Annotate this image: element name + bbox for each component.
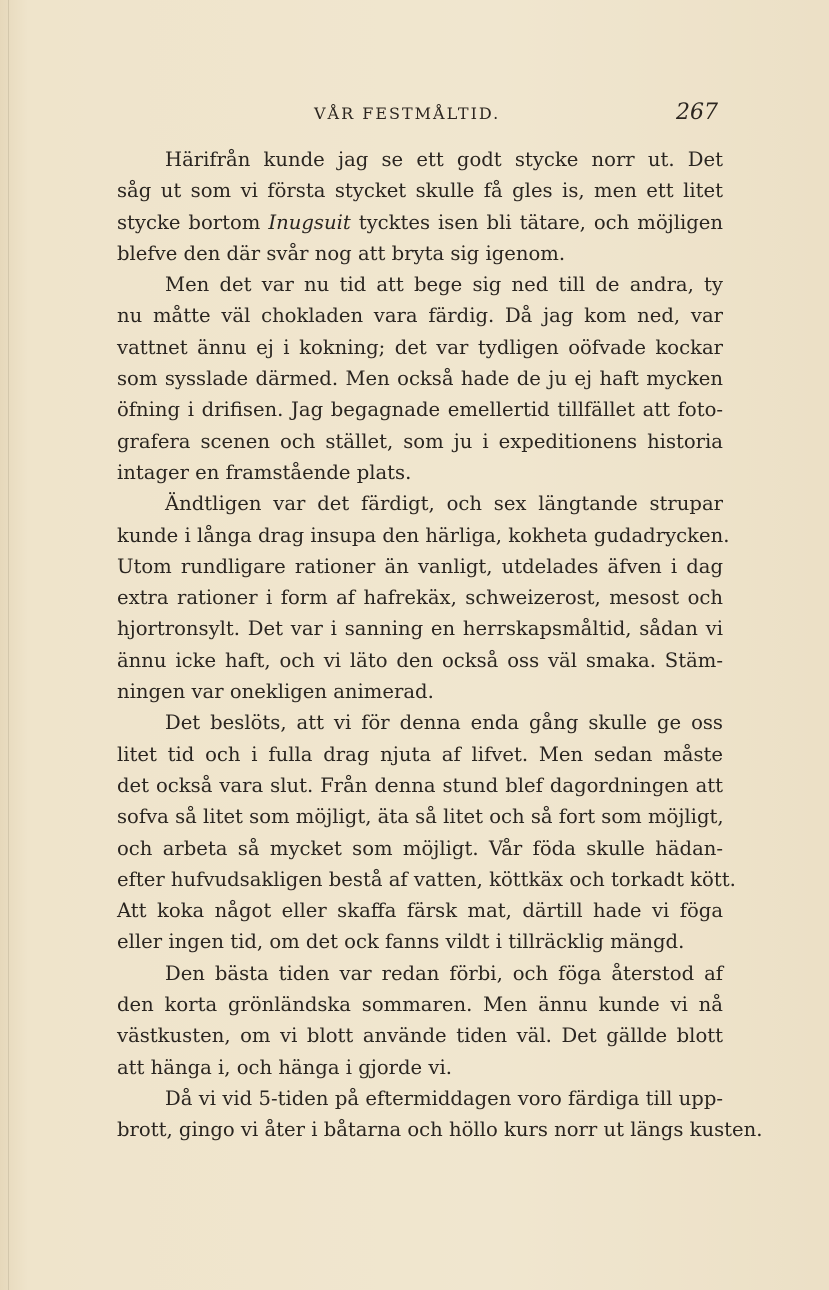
text-line: såg ut som vi första stycket skulle få gles is, men ett litet [117,179,723,203]
text-line: ningen var onekligen animerad. [117,680,434,704]
page-number: 267 [676,100,718,125]
paragraph [117,488,730,707]
text-line: blefve den där svår nog att bryta sig igenom. [117,241,566,265]
text-line: öfning i drifisen. Jag begagnade emellertid tillfället att foto- [117,398,723,422]
text-line: litet tid och i fulla drag njuta af lifvet. Men sedan måste [117,742,723,766]
text-line: det också vara slut. Från denna stund blef dagordningen att [117,773,723,797]
text-line: och arbeta så mycket som möjligt. Vår föda skulle hädan- [117,836,723,860]
text-line: grafera scenen och stället, som ju i expeditionens historia [117,429,723,453]
text-segment: stycke bortom [117,210,269,234]
text-line: Men det var nu tid att bege sig ned till de andra, ty [165,273,723,297]
text-line: hjortronsylt. Det var i sanning en herrskapsmåltid, sådan vi [117,617,723,641]
text-line: extra rationer i form af hafrekäx, schweizerost, mesost och [117,586,723,610]
paragraph [117,1083,763,1146]
text-line: eller ingen tid, om det ock fanns vildt i tillräcklig mängd. [117,930,685,954]
paragraph [117,958,723,1083]
text-line: Utom rundligare rationer än vanligt, utdelades äfven i dag [117,554,723,578]
text-line: att hänga i, och hänga i gjorde vi. [117,1055,452,1079]
text-line: Då vi vid 5-tiden på eftermiddagen voro färdiga till upp- [165,1086,723,1110]
text-line: som sysslade därmed. Men också hade de ju ej haft mycken [117,367,723,391]
text-line: Ändtligen var det färdigt, och sex längtande strupar [165,492,723,516]
text-segment: tycktes isen bli tätare, och möjligen [350,210,723,234]
text-line: vattnet ännu ej i kokning; det var tydligen oöfvade kockar [117,335,723,359]
text-line [117,207,723,238]
text-line: västkusten, om vi blott använde tiden väl. Det gällde blott [117,1024,723,1048]
paragraph [117,144,723,269]
place-name-italic: Inugsuit [268,210,351,234]
text-line: nu måtte väl chokladen vara färdig. Då jag kom ned, var [117,304,723,328]
running-head-title: VÅR FESTMÅLTID. [314,104,501,123]
paragraph [117,707,736,957]
text-line: efter hufvudsakligen bestå af vatten, köttkäx och torkadt kött. [117,867,736,891]
text-line: Den bästa tiden var redan förbi, och föga återstod af [165,961,723,985]
text-line: Det beslöts, att vi för denna enda gång skulle ge oss [165,711,723,735]
text-line: sofva så litet som möjligt, äta så litet och så fort som möjligt, [117,805,724,829]
text-line: kunde i långa drag insupa den härliga, kokheta gudadrycken. [117,523,730,547]
text-line: ännu icke haft, och vi läto den också oss väl smaka. Stäm- [117,648,723,672]
body-text [117,144,763,1146]
text-line: brott, gingo vi åter i båtarna och höllo kurs norr ut längs kusten. [117,1118,763,1142]
text-line: intager en framstående plats. [117,460,412,484]
paragraph [117,269,723,488]
running-head [0,100,829,132]
text-line: Att koka något eller skaffa färsk mat, därtill hade vi föga [117,899,723,923]
text-line: Härifrån kunde jag se ett godt stycke norr ut. Det [165,148,723,171]
text-line: den korta grönländska sommaren. Men ännu kunde vi nå [117,993,723,1017]
page-edge-shadow [8,0,9,1290]
